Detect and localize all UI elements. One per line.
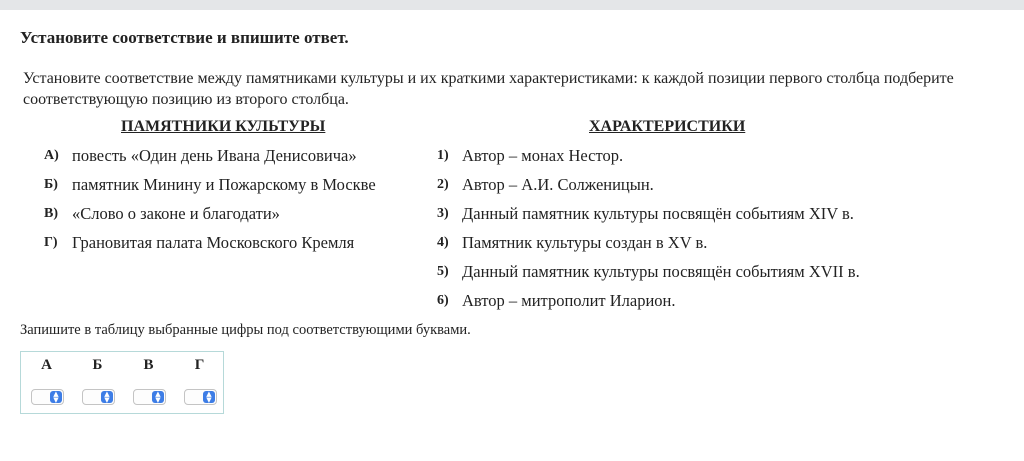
answer-instruction: Запишите в таблицу выбранные цифры под соответствующими буквами.: [20, 322, 471, 338]
select-arrows-icon: ▲ ▼: [50, 391, 62, 403]
item-text: Данный памятник культуры посвящён событиям XVII в.: [462, 262, 860, 281]
item-key: 1): [437, 148, 449, 163]
answer-select-a[interactable]: [31, 389, 64, 405]
answer-column-g: [174, 352, 225, 413]
answer-column-v: [123, 352, 174, 413]
item-text: памятник Минину и Пожарскому в Москве: [72, 175, 376, 194]
select-arrows-icon: ▲ ▼: [152, 391, 164, 403]
item-text: Памятник культуры создан в XV в.: [462, 233, 708, 252]
item-key: А): [44, 148, 59, 163]
item-key: Г): [44, 235, 58, 250]
answer-column-label: Г: [194, 357, 205, 373]
item-key: В): [44, 206, 58, 221]
item-text: Данный памятник культуры посвящён событиям XIV в.: [462, 204, 854, 223]
select-arrows-icon: ▲ ▼: [101, 391, 113, 403]
item-key: 6): [437, 293, 449, 308]
item-text: повесть «Один день Ивана Денисовича»: [72, 146, 357, 165]
answer-select-b[interactable]: [82, 389, 115, 405]
task-instruction: Установите соответствие между памятниками культуры и их краткими характеристиками: к каждой позиции первого столбца подберите соответствующую позицию из второго столбца.: [23, 70, 954, 108]
task-heading: Установите соответствие и впишите ответ.: [20, 28, 349, 47]
item-key: 4): [437, 235, 449, 250]
item-text: Автор – монах Нестор.: [462, 146, 624, 165]
answer-column-label: В: [143, 357, 154, 373]
item-text: «Слово о законе и благодати»: [72, 204, 280, 223]
item-key: Б): [44, 177, 58, 192]
select-arrows-icon: ▲ ▼: [203, 391, 215, 403]
right-column-title: ХАРАКТЕРИСТИКИ: [589, 118, 746, 135]
item-text: Автор – А.И. Солженицын.: [462, 175, 654, 194]
item-text: Автор – митрополит Иларион.: [462, 291, 676, 310]
answer-column-b: [72, 352, 123, 413]
item-text: Грановитая палата Московского Кремля: [72, 233, 355, 252]
answer-column-label: А: [41, 357, 52, 373]
answer-select-v[interactable]: [133, 389, 166, 405]
left-column-title: ПАМЯТНИКИ КУЛЬТУРЫ: [121, 118, 326, 135]
item-key: 2): [437, 177, 449, 192]
answer-column-a: [21, 352, 72, 413]
top-bar: [0, 0, 1024, 10]
answer-select-g[interactable]: [184, 389, 217, 405]
answer-table: [20, 351, 224, 414]
item-key: 3): [437, 206, 449, 221]
item-key: 5): [437, 264, 449, 279]
answer-column-label: Б: [92, 357, 103, 373]
